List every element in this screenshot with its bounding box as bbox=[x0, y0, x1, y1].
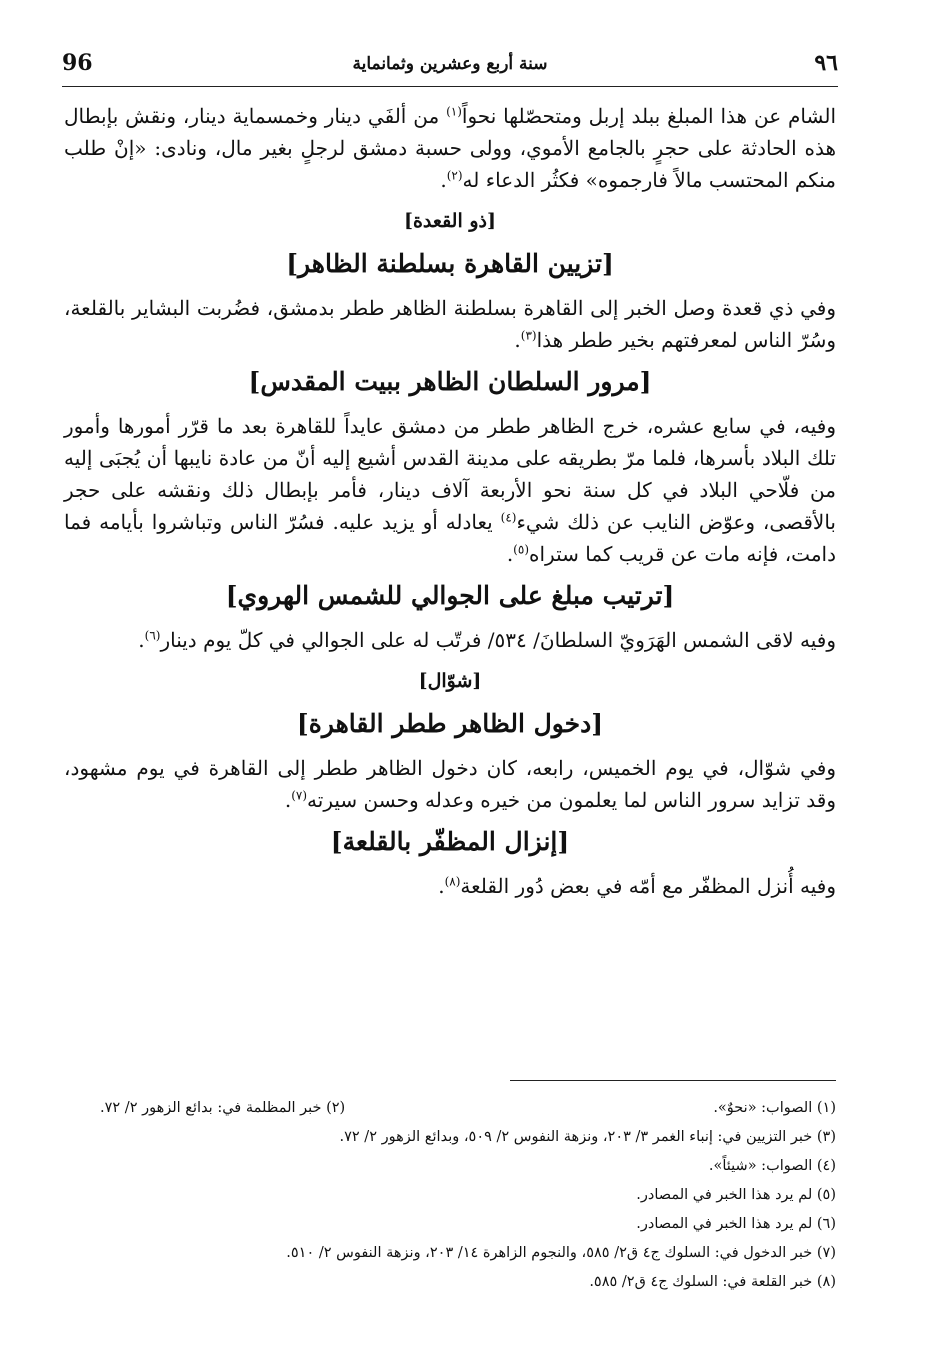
footnote-3: (٣) خبر التزيين في: إنباء الغمر ٣/ ٢٠٣، ونزهة النفوس ٢/ ٥٠٩، وبدائع الزهور ٢/ ٧٢. bbox=[339, 1129, 836, 1145]
paragraph-3: وفيه، في سابع عشره، خرج الظاهر ططر من دمشق عايداً للقاهرة بعد ما قرّر أمورها وأمور تلك البلاد بأسرها، فلما مرّ بطريقه على مدينة القدس أشيع إليه أنّ من عادة نايبها أن يُجبَى إليه من فلّاحي البلاد في كل سنة نحو الأربعة آلاف دينار، فأمر بإبطال ذلك ونقشه على حجر بالأقصى، وعوّض النايب عن ذلك شيء$^{(٤)}$ يعادله أو يزيد عليه. فسُرّ الناس وتباشروا بأيامه فما دامت، فإنه مات عن قريب كما ستراه$^{(٥)}$. bbox=[64, 414, 836, 566]
footnotes bbox=[100, 1094, 836, 1297]
footnote-7: (٧) خبر الدخول في: السلوك ج٤ ق٢/ ٥٨٥، والنجوم الزاهرة ١٤/ ٢٠٣، ونزهة النفوس ٢/ ٥١٠. bbox=[286, 1245, 836, 1261]
section-heading-5: [إنزال المظفّر بالقلعة] bbox=[330, 827, 570, 856]
footnote-ref-1[interactable]: (١) bbox=[446, 104, 462, 119]
paragraph-5: وفي شوّال، في يوم الخميس، رابعه، كان دخول الظاهر ططر إلى القاهرة في يوم مشهود، وقد تزايد سرور الناس لما يعلمون من خيره وعدله وحسن سيرته$^{(٧)}$. bbox=[64, 756, 836, 812]
paragraph-2: وفي ذي قعدة وصل الخبر إلى القاهرة بسلطنة الظاهر ططر بدمشق، فضُربت البشاير بالقلعة، وسُرّ الناس لمعرفتهم بخير ططر هذا$^{(٣)}$. bbox=[64, 296, 836, 352]
footnote-5: (٥) لم يرد هذا الخبر في المصادر. bbox=[636, 1187, 836, 1203]
page-number-arabic: ٩٦ bbox=[814, 50, 838, 76]
section-heading-1: [تزيين القاهرة بسلطنة الظاهر] bbox=[286, 249, 614, 278]
section-heading-2: [مرور السلطان الظاهر ببيت المقدس] bbox=[248, 367, 652, 396]
footnote-separator bbox=[510, 1080, 836, 1081]
footnote-row bbox=[100, 1094, 836, 1123]
footnote-4: (٤) الصواب: «شيئاً». bbox=[708, 1158, 836, 1174]
footnote-2: (٢) خبر المظلمة في: بدائع الزهور ٢/ ٧٢. bbox=[100, 1100, 346, 1116]
footnote-ref-4[interactable]: (٤) bbox=[500, 510, 517, 525]
section-heading-4: [دخول الظاهر ططر القاهرة] bbox=[296, 709, 604, 738]
footnote-1: (١) الصواب: «نحوٌ». bbox=[713, 1100, 836, 1116]
month-heading-shawwal: [شوّال] bbox=[418, 670, 482, 692]
paragraph-6: وفيه أُنزل المظفّر مع أمّه في بعض دُور القلعة$^{(٨)}$. bbox=[438, 874, 836, 898]
footnote-ref-8[interactable]: (٨) bbox=[444, 874, 461, 889]
month-heading-dhu-al-qadah: [ذو القعدة] bbox=[403, 210, 496, 232]
footnote-ref-5[interactable]: (٥) bbox=[513, 542, 529, 557]
footnote-ref-6[interactable]: (٦) bbox=[144, 628, 161, 643]
footnote-ref-3[interactable]: (٣) bbox=[520, 328, 537, 343]
page-number-latin: 96 bbox=[62, 50, 93, 76]
section-heading-3: [ترتيب مبلغ على الجوالي للشمس الهروي] bbox=[225, 581, 675, 610]
paragraph-4: وفيه لاقى الشمس الهَرَويّ السلطانَ/ ٥٣٤/ فرتّب له على الجوالي في كلّ يوم دينار$^{(٦)}$. bbox=[138, 628, 836, 652]
footnote-8: (٨) خبر القلعة في: السلوك ج٤ ق٢/ ٥٨٥. bbox=[589, 1274, 836, 1290]
footnote-ref-7[interactable]: (٧) bbox=[291, 788, 308, 803]
page-header bbox=[62, 46, 838, 87]
main-text bbox=[64, 100, 836, 902]
paragraph-1: الشام عن هذا المبلغ ببلد إربل ومتحصّلها نحواً$^{(١)}$ من ألفَي دينار وخمسماية دينار، ونقش بإبطال هذه الحادثة على حجرٍ بالجامع الأموي، وولى حسبة دمشق لرجلٍ بغير مال، ونادى: «إنْ طلب منكم المحتسب مالاً فارجموه» فكثُر الدعاء له$^{(٢)}$. bbox=[64, 104, 836, 192]
footnote-6: (٦) لم يرد هذا الخبر في المصادر. bbox=[636, 1216, 836, 1232]
footnote-ref-2[interactable]: (٢) bbox=[446, 168, 463, 183]
running-title: سنة أربع وعشرين وثمانماية bbox=[352, 54, 548, 74]
